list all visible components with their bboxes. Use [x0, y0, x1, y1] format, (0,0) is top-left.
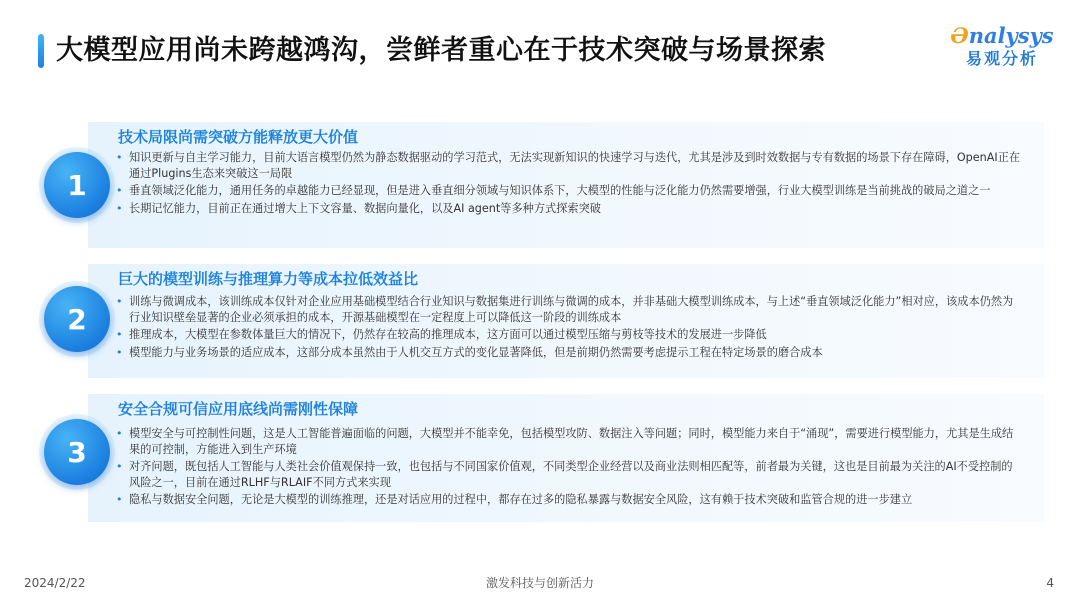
bullet-dot-icon: • [116, 460, 123, 473]
logo-mark-icon: Ə [950, 23, 969, 48]
logo-chinese-name: 易观分析 [965, 49, 1038, 68]
list-item: • 对齐问题，既包括人工智能与人类社会价值观保持一致，也包括与不同国家价值观，不同类型企业经营以及商业法则相匹配等，前者最为关键，这也是目前最为关注的AI不受控制的风险之一，目前在通过RLHF与RLAIF不同方式来实现 [116, 460, 1013, 489]
bullet-dot-icon: • [116, 295, 123, 308]
list-item: • 长期记忆能力，目前正在通过增大上下文容量、数据向量化，以及AI agent等多种方式探索突破 [116, 201, 601, 215]
page-title: 大模型应用尚未跨越鸿沟，尝鲜者重心在于技术突破与场景探索 [56, 35, 826, 66]
list-item: • 知识更新与自主学习能力，目前大语言模型仍然为静态数据驱动的学习范式，无法实现新知识的快速学习与迭代，尤其是涉及到时效数据与专有数据的场景下存在障碍，OpenAI正在通过Plugins生态来突破这一局限 [116, 151, 1021, 180]
section-heading: 巨大的模型训练与推理算力等成本拉低效益比 [118, 270, 419, 288]
section-heading: 技术局限尚需突破方能释放更大价值 [118, 128, 359, 146]
section-number-badge: 2 [44, 286, 110, 352]
list-item: • 隐私与数据安全问题，无论是大模型的训练推理，还是对话应用的过程中，都存在过多的隐私暴露与数据安全风险，这有赖于技术突破和监管合规的进一步建立 [116, 493, 913, 506]
footer-date: 2024/2/22 [24, 576, 86, 590]
bullet-dot-icon: • [116, 345, 123, 359]
bullet-list [116, 294, 1022, 362]
list-item: • 训练与微调成本，该训练成本仅针对企业应用基础模型结合行业知识与数据集进行训练与微调的成本，并非基础大模型训练成本，与上述“垂直领域泛化能力”相对应，该成本仍然为行业知识壁垒显著的企业必须承担的成本，开源基础模型在一定程度上可以降低这一阶段的训练成本 [116, 295, 1014, 324]
bullet-dot-icon: • [116, 427, 123, 440]
bullet-list [116, 150, 1022, 218]
list-item: • 推理成本，大模型在参数体量巨大的情况下，仍然存在较高的推理成本，这方面可以通过模型压缩与剪枝等技术的发展进一步降低 [116, 328, 767, 341]
section-number-badge: 3 [44, 419, 110, 485]
bullet-dot-icon: • [116, 151, 123, 164]
logo-wordmark [948, 24, 1056, 48]
analysys-logo [948, 24, 1056, 78]
list-item: • 模型安全与可控制性问题，这是人工智能普遍面临的问题，大模型并不能幸免，包括模型攻防、数据注入等问题；同时，模型能力来自于“涌现”，需要进行模型能力，尤其是生成结果的可控制，方能进入到生产环境 [116, 427, 1014, 456]
footer-slogan: 激发科技与创新活力 [485, 576, 594, 590]
list-item: • 垂直领域泛化能力，通用任务的卓越能力已经显现，但是进入垂直细分领域与知识体系下，大模型的性能与泛化能力仍然需要增强，行业大模型训练是当前挑战的破局之道之一 [116, 184, 991, 197]
section-3 [44, 394, 1044, 522]
section-2 [44, 264, 1044, 378]
section-1 [44, 122, 1044, 248]
section-heading: 安全合规可信应用底线尚需刚性保障 [118, 400, 359, 418]
bullet-dot-icon: • [116, 201, 123, 215]
bullet-dot-icon: • [116, 328, 123, 341]
bullet-list [116, 426, 1022, 510]
bullet-dot-icon: • [116, 493, 123, 506]
logo-word-text: nalysys [968, 23, 1054, 48]
list-item: • 模型能力与业务场景的适应成本，这部分成本虽然由于人机交互方式的变化显著降低，但是前期仍然需要考虑提示工程在特定场景的磨合成本 [116, 345, 823, 359]
title-accent-bar [38, 34, 44, 68]
page-number: 4 [1046, 576, 1054, 590]
section-number-badge: 1 [44, 152, 110, 218]
bullet-dot-icon: • [116, 184, 123, 197]
